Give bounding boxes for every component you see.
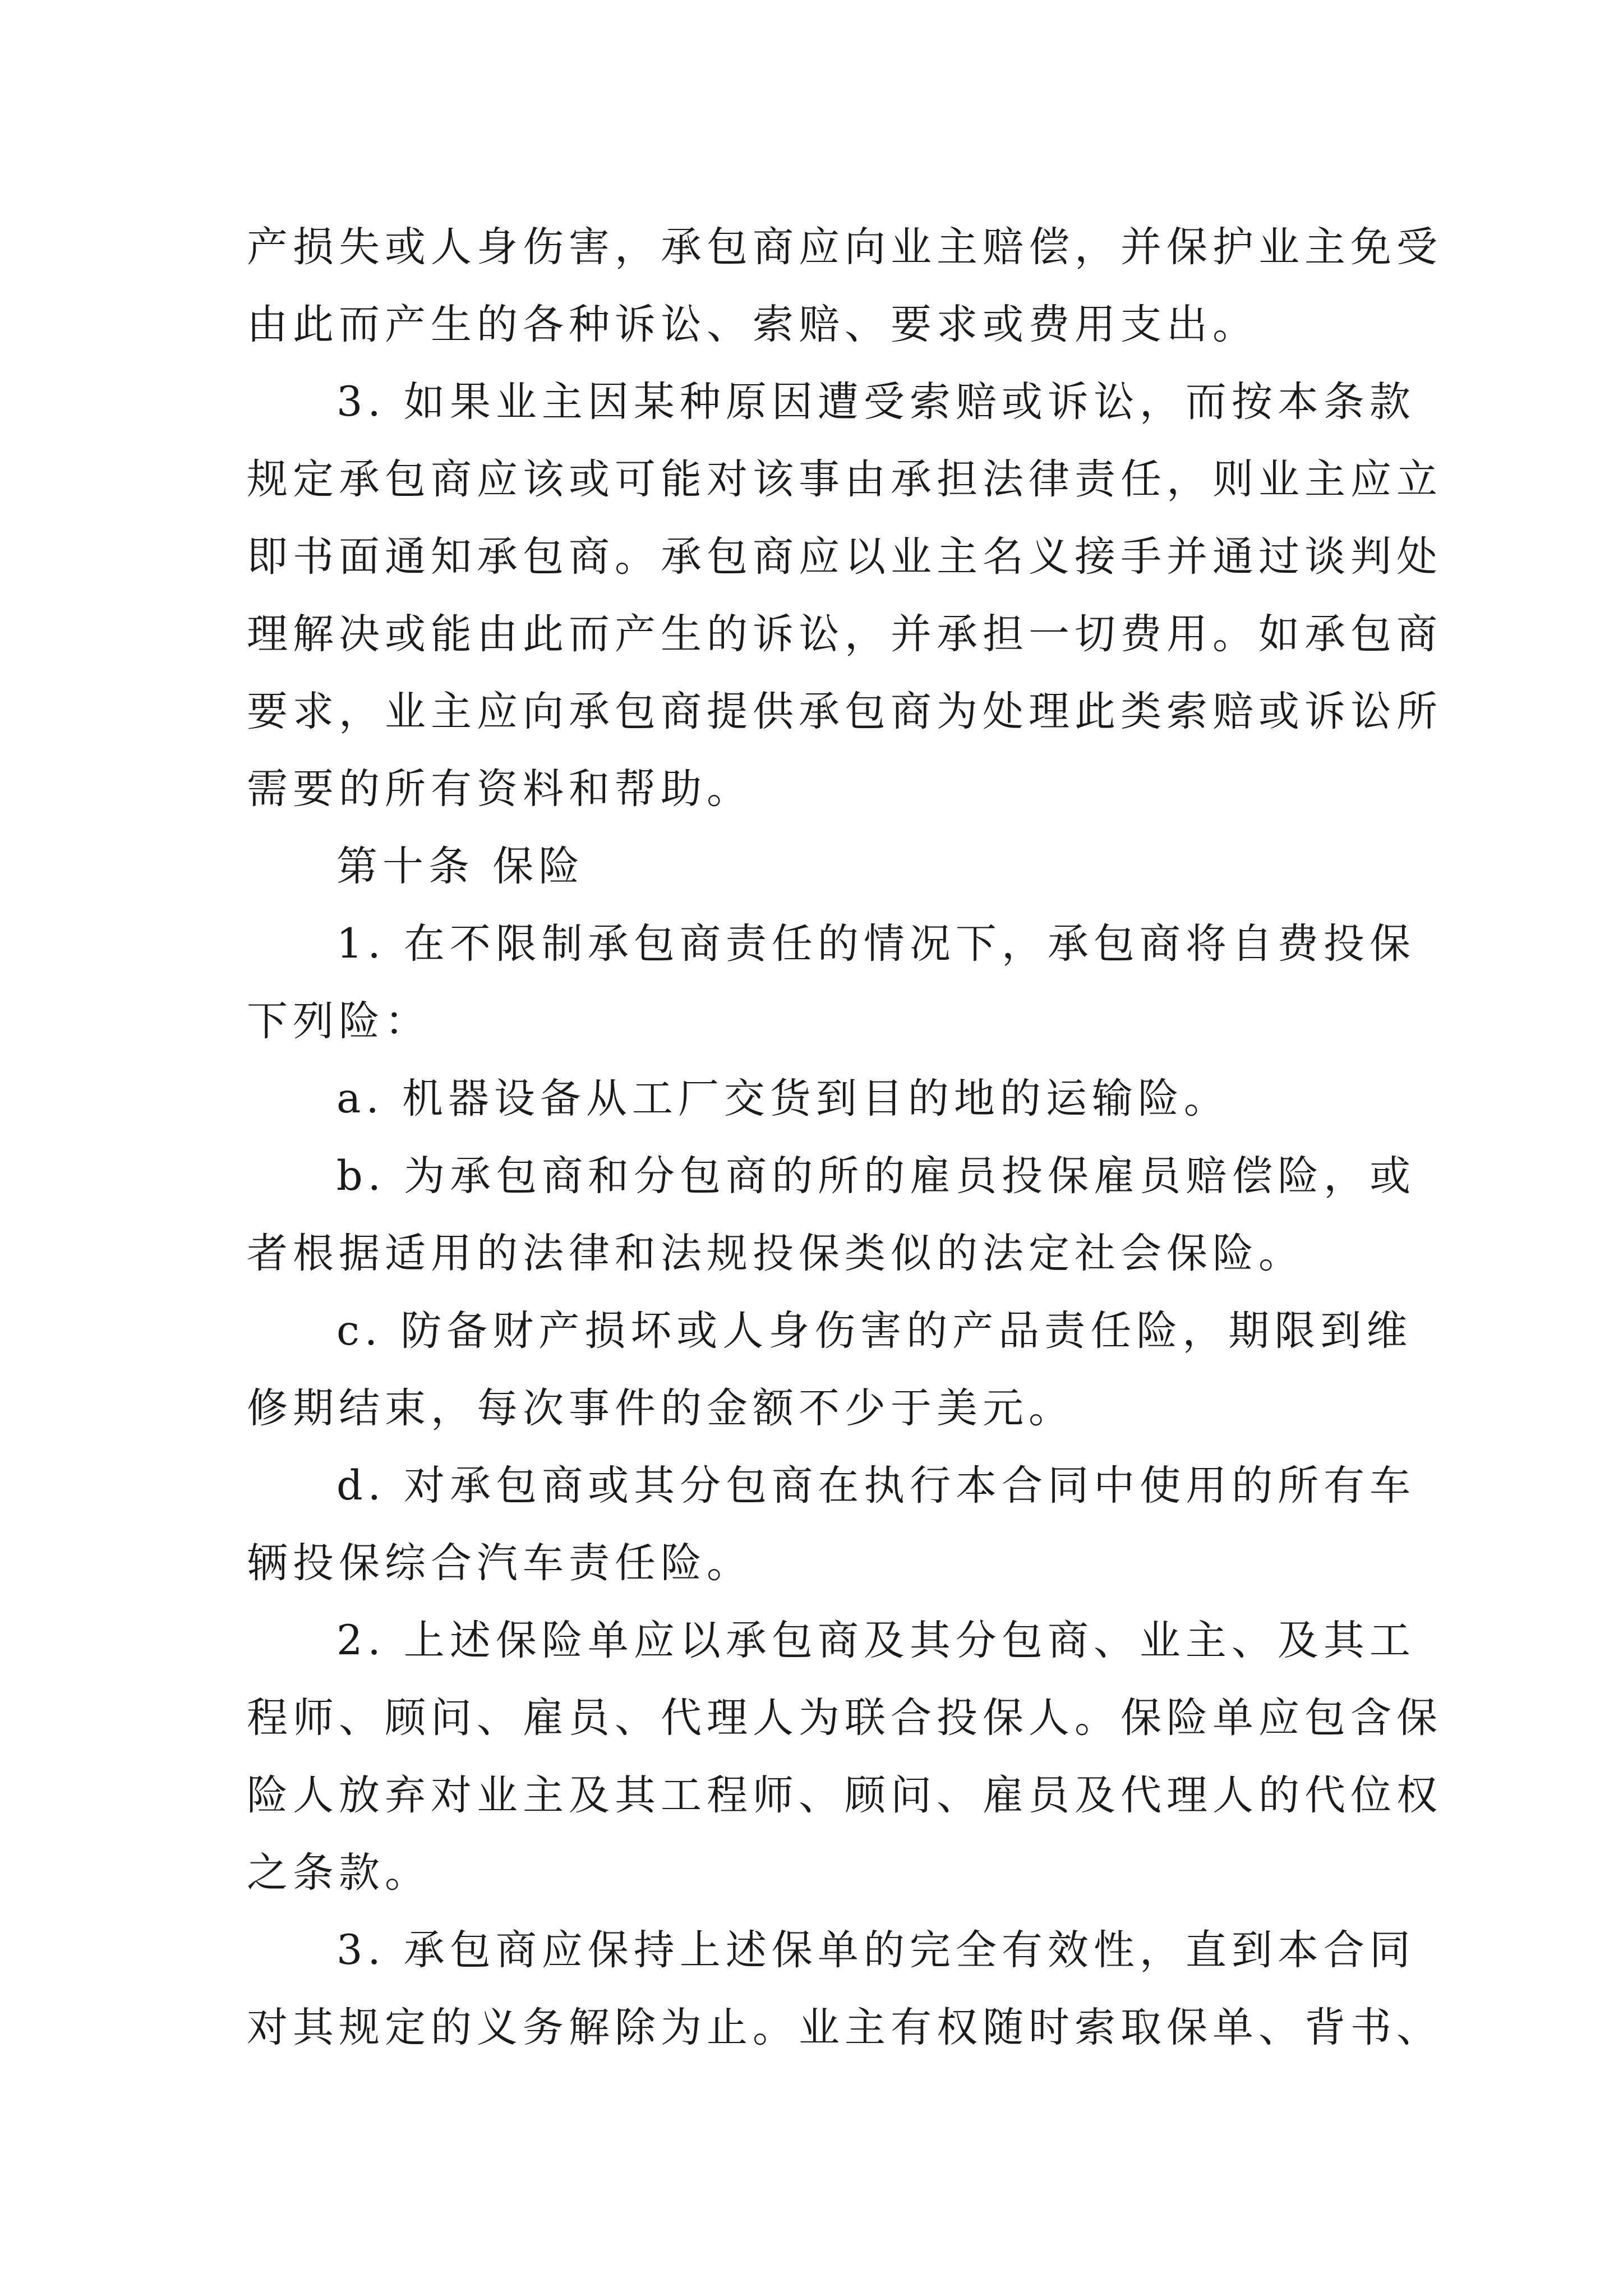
text-line: 之条款。 [247,1849,431,1897]
clause-item: b. 为承包商和分包商的所的雇员投保雇员赔偿险，或 [336,1152,1416,1200]
clause-paragraph-start: 2. 上述保险单应以承包商及其分包商、业主、及其工 [336,1617,1415,1664]
text-line: 要求，业主应向承包商提供承包商为处理此类索赔或诉讼所 [247,688,1442,735]
text-line: 辆投保综合汽车责任险。 [247,1539,753,1587]
clause-item: c. 防备财产损坏或人身伤害的产品责任险，期限到维 [336,1307,1413,1355]
text-line: 程师、顾问、雇员、代理人为联合投保人。保险单应包含保 [247,1694,1442,1742]
text-line: 理解决或能由此而产生的诉讼，并承担一切费用。如承包商 [247,610,1442,658]
text-line: 规定承包商应该或可能对该事由承担法律责任，则业主应立 [247,455,1442,503]
clause-item: d. 对承包商或其分包商在执行本合同中使用的所有车 [336,1462,1416,1510]
section-heading: 第十条 保险 [336,843,585,890]
contract-text [247,209,1442,2067]
text-line: 修期结束，每次事件的金额不少于美元。 [247,1384,1075,1432]
text-line: 者根据适用的法律和法规投保类似的法定社会保险。 [247,1230,1304,1277]
text-line: 由此而产生的各种诉讼、索赔、要求或费用支出。 [247,301,1258,348]
text-line: 对其规定的义务解除为止。业主有权随时索取保单、背书、 [247,2004,1442,2051]
text-line: 产损失或人身伤害，承包商应向业主赔偿，并保护业主免受 [247,223,1442,271]
text-line: 下列险： [247,997,431,1045]
text-line: 需要的所有资料和帮助。 [247,765,753,813]
clause-paragraph-start: 3. 如果业主因某种原因遭受索赔或诉讼，而按本条款 [336,378,1415,426]
text-line: 即书面通知承包商。承包商应以业主名义接手并通过谈判处 [247,533,1442,581]
clause-paragraph-start: 1. 在不限制承包商责任的情况下，承包商将自费投保 [336,920,1415,968]
clause-paragraph-start: 3. 承包商应保持上述保单的完全有效性，直到本合同 [336,1926,1415,1974]
clause-item: a. 机器设备从工厂交货到目的地的运输险。 [336,1075,1230,1122]
text-line: 险人放弃对业主及其工程师、顾问、雇员及代理人的代位权 [247,1772,1442,1819]
